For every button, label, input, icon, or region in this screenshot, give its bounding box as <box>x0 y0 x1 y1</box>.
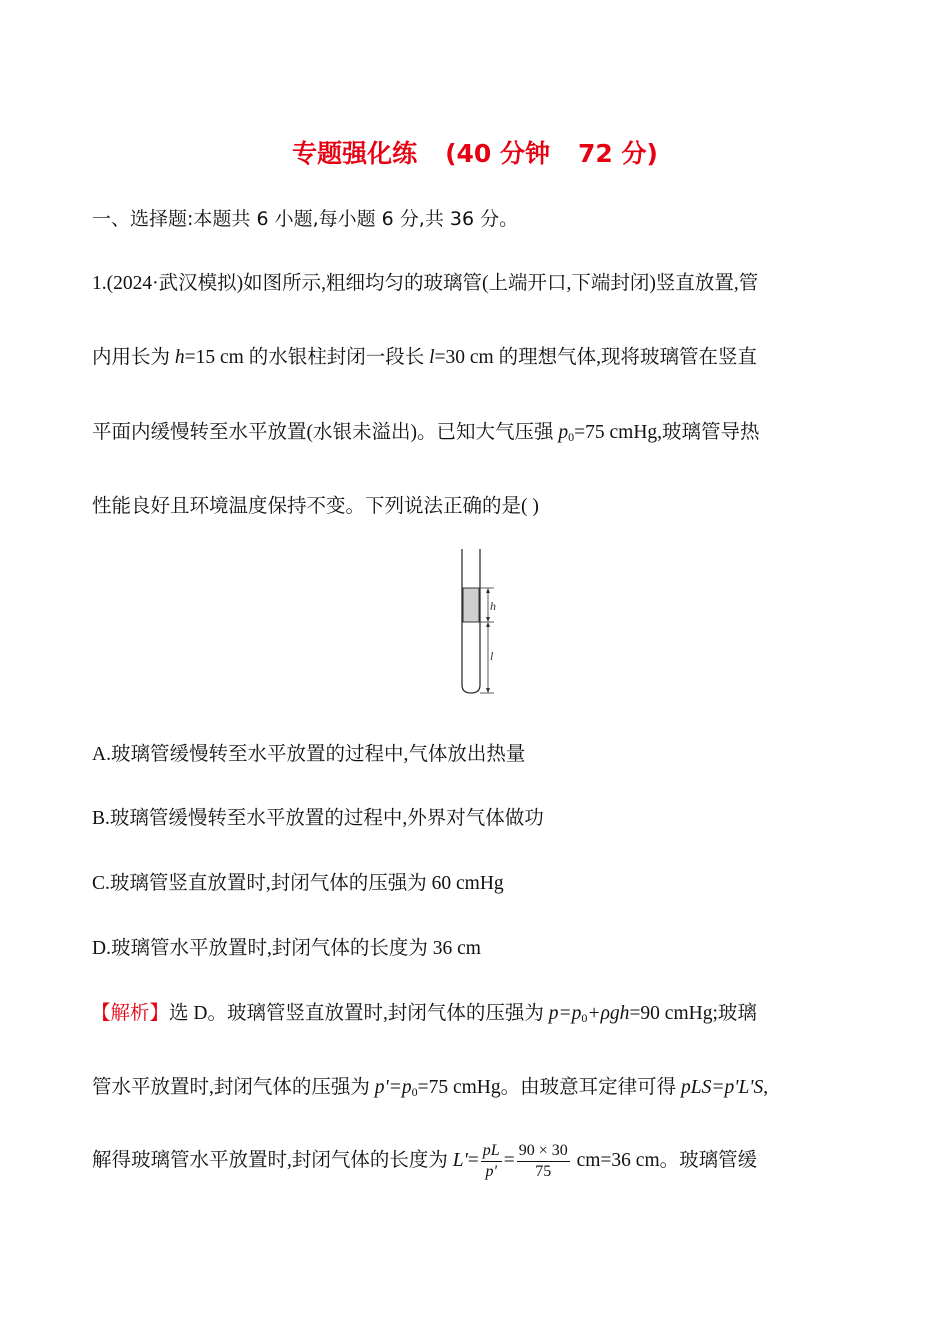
fraction-pl-over-p: $\frac{pL}{p'}$ <box>482 1142 500 1181</box>
title-main: 专题强化练 <box>292 139 418 168</box>
question-line-1: 1.(2024·武汉模拟)如图所示,粗细均匀的玻璃管(上端开口,下端封闭)竖直放置,管 <box>92 273 759 294</box>
question-line-2: 内用长为 h=15 cm 的水银柱封闭一段长 l=30 cm 的理想气体,现将玻璃管在竖直 <box>92 347 757 368</box>
page-title <box>0 134 950 170</box>
mercury-column <box>463 588 479 622</box>
option-b: B.玻璃管缓慢转至水平放置的过程中,外界对气体做功 <box>92 808 544 829</box>
question-line-3: 平面内缓慢转至水平放置(水银未溢出)。已知大气压强 $p_0=75$ cmHg,玻璃管导热 <box>92 422 760 444</box>
analysis-tag: 【解析】 <box>91 1001 170 1024</box>
title-time: (40 分钟 <box>445 139 550 168</box>
option-d: D.玻璃管水平放置时,封闭气体的长度为 36 cm <box>92 938 481 959</box>
option-a: A.玻璃管缓慢转至水平放置的过程中,气体放出热量 <box>92 744 526 765</box>
title-score: 72 分) <box>578 139 658 168</box>
analysis-line-1: 【解析】选 D。玻璃管竖直放置时,封闭气体的压强为 $p=p_0+\rho gh=90$ cmHg;玻璃 <box>91 1001 757 1025</box>
tube-figure <box>450 545 510 705</box>
analysis-line-3: 解得玻璃管水平放置时,封闭气体的长度为 L'= $\frac{pL}{p'}$ = $\frac{90 \times 30}{75}$ cm=36 cm。玻璃管缓 <box>92 1142 758 1181</box>
section-heading: 一、选择题:本题共 6 小题,每小题 6 分,共 36 分。 <box>92 208 519 230</box>
label-l: l <box>490 649 494 663</box>
analysis-line-2: 管水平放置时,封闭气体的压强为 $p'=p_0=75$ cmHg。由玻意耳定律可得 pLS=p'L'S, <box>92 1077 769 1099</box>
option-c: C.玻璃管竖直放置时,封闭气体的压强为 60 cmHg <box>92 873 504 894</box>
fraction-numeric: $\frac{90 \times 30}{75}$ <box>518 1142 568 1181</box>
label-h: h <box>490 599 496 613</box>
question-line-4: 性能良好且环境温度保持不变。下列说法正确的是( ) <box>92 496 539 517</box>
glass-tube-diagram <box>450 545 510 700</box>
